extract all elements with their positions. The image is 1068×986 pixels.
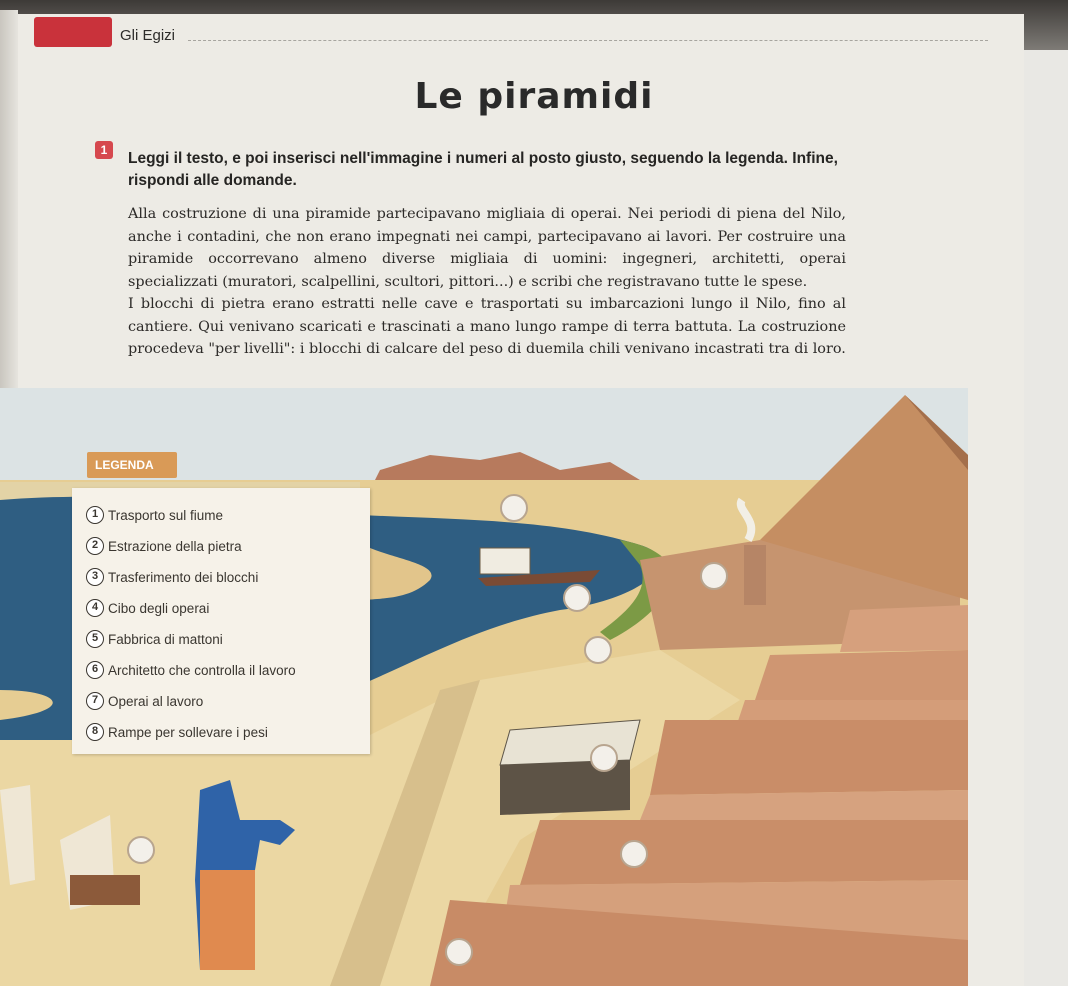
paragraph-2: I blocchi di pietra erano estratti nelle cave e trasportati su imbarcazioni lungo il Nilo, fino al cantiere. Qui venivano scaricati e trascinati a mano lungo rampe di terra battuta. La costruzione procedeva "per livelli": i blocchi di calcare del peso di duemila chili venivano incastrati tra di loro. bbox=[128, 296, 846, 357]
answer-marker[interactable] bbox=[584, 636, 612, 664]
legend-item bbox=[86, 506, 223, 524]
paragraph-1: Alla costruzione di una piramide partecipavano migliaia di operai. Nei periodi di piena del Nilo, anche i contadini, che non erano impegnati nei campi, partecipavano ai lavori. Per costruire una piramide occorrevano almeno diverse migliaia di uomini: ingegneri, architetti, operai specializzati (muratori, scalpellini, scultori, pittori...) e scribi che registravano tutte le spese. bbox=[128, 206, 846, 290]
legend-item bbox=[86, 723, 268, 741]
legend-label: Cibo degli operai bbox=[108, 600, 210, 616]
answer-marker[interactable] bbox=[590, 744, 618, 772]
legend-item bbox=[86, 630, 223, 648]
answer-marker[interactable] bbox=[500, 494, 528, 522]
legend-label: Architetto che controlla il lavoro bbox=[108, 662, 296, 678]
legend-label: Fabbrica di mattoni bbox=[108, 631, 223, 647]
answer-marker[interactable] bbox=[563, 584, 591, 612]
legend-item bbox=[86, 599, 209, 617]
legend-label: Estrazione della pietra bbox=[108, 538, 242, 554]
legend-item bbox=[86, 661, 296, 679]
legend-item bbox=[86, 537, 242, 555]
legend-title: LEGENDA bbox=[87, 452, 177, 478]
drafting-table bbox=[70, 875, 140, 905]
exercise-number-badge: 1 bbox=[95, 141, 113, 159]
legend-item bbox=[86, 568, 258, 586]
header-rule bbox=[188, 40, 988, 41]
chapter-title: Gli Egizi bbox=[120, 27, 176, 44]
page-title: Le piramidi bbox=[414, 76, 654, 117]
legend-item bbox=[86, 692, 203, 710]
answer-marker[interactable] bbox=[127, 836, 155, 864]
legend-number: 8 bbox=[86, 723, 104, 741]
answer-marker[interactable] bbox=[700, 562, 728, 590]
legend-number: 3 bbox=[86, 568, 104, 586]
boat-sail bbox=[480, 548, 530, 574]
legend-box bbox=[72, 488, 370, 754]
legend-label: Trasporto sul fiume bbox=[108, 507, 224, 523]
legend-number: 2 bbox=[86, 537, 104, 555]
legend-number: 5 bbox=[86, 630, 104, 648]
legend-number: 4 bbox=[86, 599, 104, 617]
chapter-color-tab bbox=[34, 17, 112, 47]
reading-text bbox=[128, 203, 846, 361]
legend-label: Trasferimento dei blocchi bbox=[108, 569, 259, 585]
legend-label: Rampe per sollevare i pesi bbox=[108, 724, 268, 740]
answer-marker[interactable] bbox=[620, 840, 648, 868]
legend-number: 7 bbox=[86, 692, 104, 710]
answer-marker[interactable] bbox=[445, 938, 473, 966]
legend-label: Operai al lavoro bbox=[108, 693, 204, 709]
legend-number: 6 bbox=[86, 661, 104, 679]
next-page-edge bbox=[1020, 50, 1068, 986]
exercise-instructions: Leggi il testo, e poi inserisci nell'immagine i numeri al posto giusto, seguendo la legenda. Infine, rispondi alle domande. bbox=[128, 150, 838, 189]
legend-number: 1 bbox=[86, 506, 104, 524]
